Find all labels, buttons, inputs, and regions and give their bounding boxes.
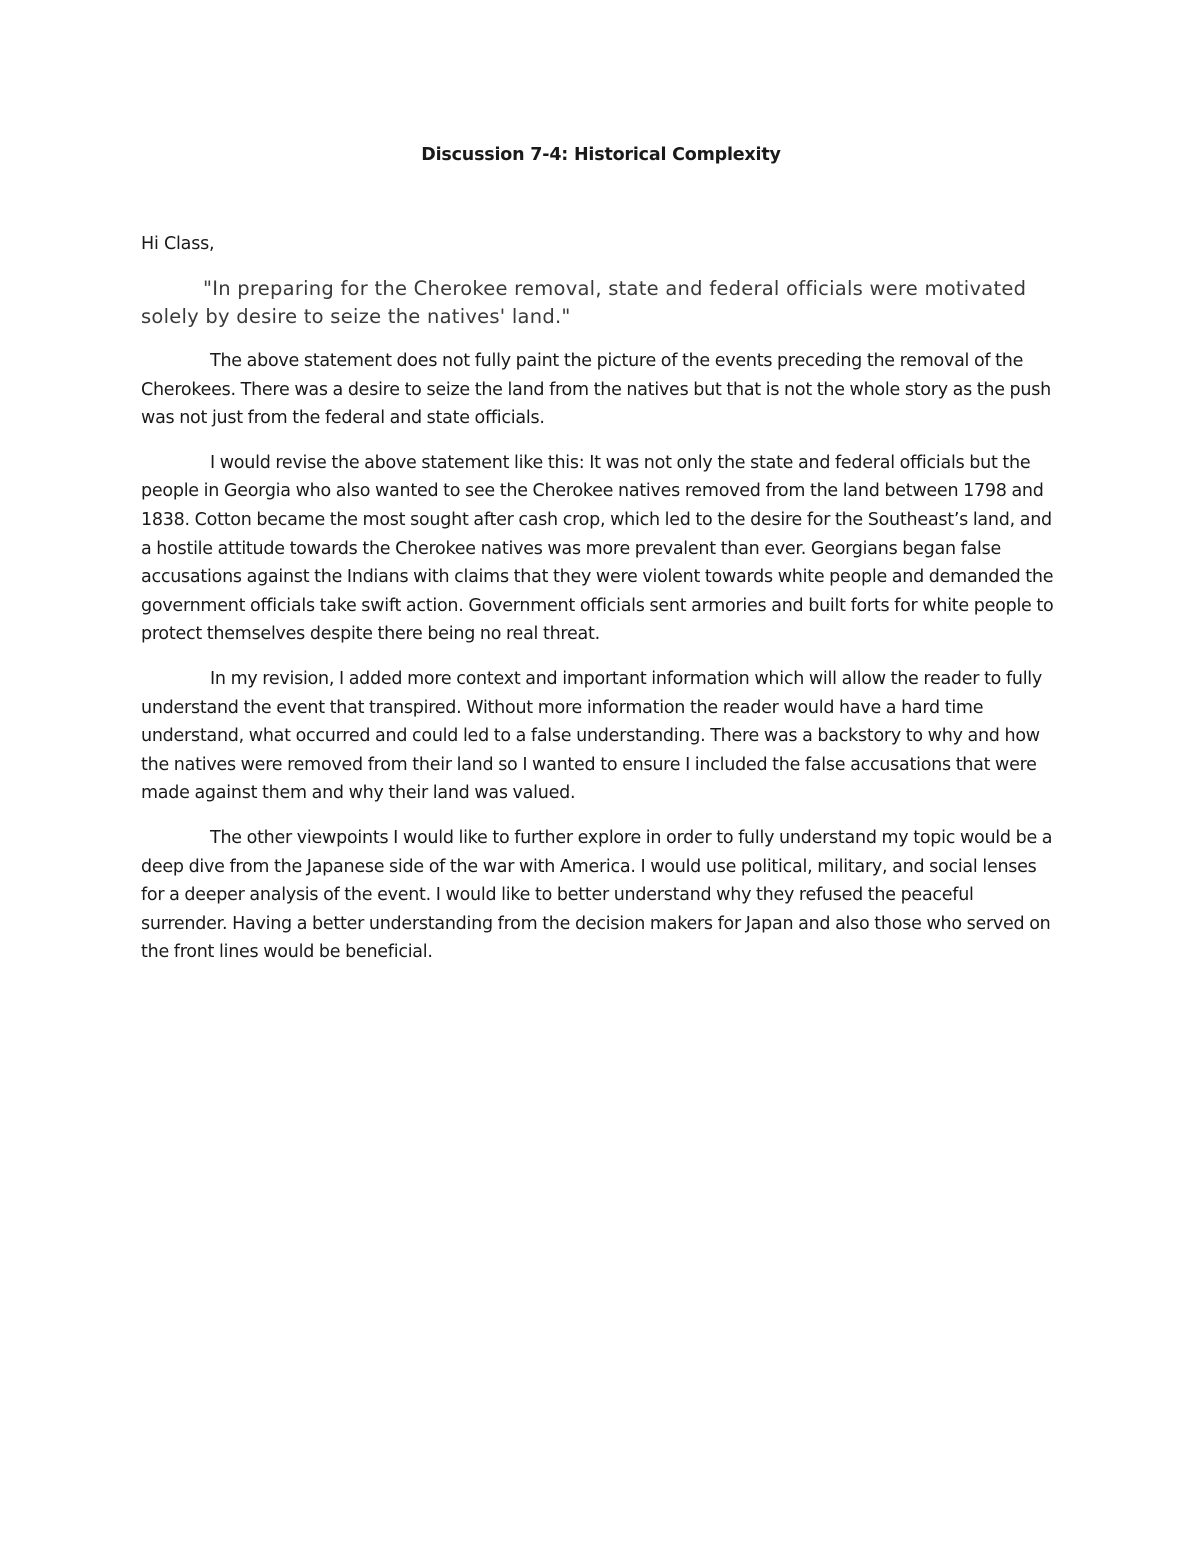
greeting: Hi Class, bbox=[141, 234, 215, 254]
paragraph-2: I would revise the above statement like this: It was not only the state and federal officials but the people in Georgia who also wanted to see the Cherokee natives removed from the land between 1798 and 1838. Cotton became the most sought after cash crop, which led to the desire for the Southeast’s land, and a hostile attitude towards the Cherokee natives was more prevalent than ever. Georgians began false accusations against the Indians with claims that they were violent towards white people and demanded the government officials take swift action. Government officials sent armories and built forts for white people to protect themselves despite there being no real threat. bbox=[141, 452, 1054, 645]
document-body bbox=[141, 141, 1061, 967]
paragraph-3: In my revision, I added more context and important information which will allow the reader to fully understand the event that transpired. Without more information the reader would have a hard time understand, what occurred and could led to a false understanding. There was a backstory to why and how the natives were removed from their land so I wanted to ensure I included the false accusations that were made against them and why their land was valued. bbox=[141, 668, 1043, 804]
paragraph-1: The above statement does not fully paint the picture of the events preceding the removal of the Cherokees. There was a desire to seize the land from the natives but that is not the whole story as the push was not just from the federal and state officials. bbox=[141, 351, 1051, 429]
paragraph-4: The other viewpoints I would like to further explore in order to fully understand my topic would be a deep dive from the Japanese side of the war with America. I would use political, military, and social lenses for a deeper analysis of the event. I would like to better understand why they refused the peaceful surrender. Having a better understanding from the decision makers for Japan and also those who served on the front lines would be beneficial. bbox=[141, 827, 1053, 963]
document-title: Discussion 7-4: Historical Complexity bbox=[421, 145, 781, 165]
quoted-statement: "In preparing for the Cherokee removal, state and federal officials were motivated solely by desire to seize the natives' land." bbox=[141, 277, 1027, 328]
